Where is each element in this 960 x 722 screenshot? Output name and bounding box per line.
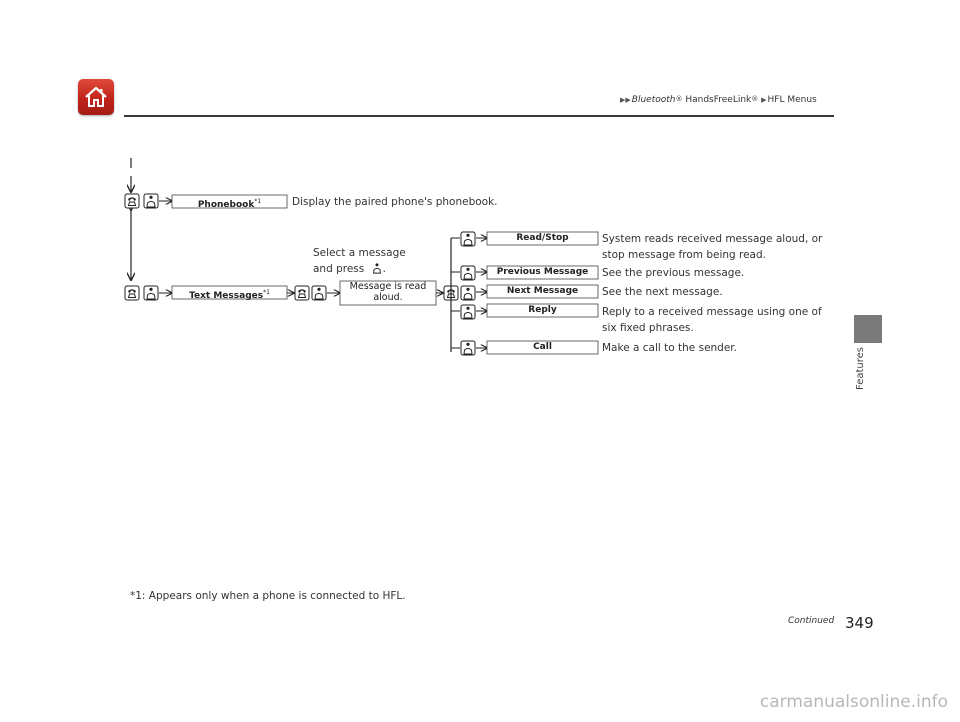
selector-knob-icon [461,266,475,280]
next-message-description: See the next message. [602,286,723,298]
selector-knob-icon [144,194,158,208]
breadcrumb-part-3[interactable]: HFL Menus [767,95,817,105]
text-messages-button[interactable]: Text Messages$^{*1}$ [189,289,270,301]
section-label: Features [855,347,866,390]
previous-message-label[interactable]: Previous Message [496,267,589,277]
phonebook-button[interactable]: Phonebook$^{*1}$ [197,198,262,210]
selector-knob-icon [461,341,475,355]
selector-knob-icon [312,286,326,300]
breadcrumb-arrow-icon: ▶▶ [620,96,631,104]
call-description: Make a call to the sender. [602,342,737,354]
phonebook-description: Display the paired phone's phonebook. [292,196,498,208]
page-number: 349 [845,614,874,632]
phone-icon [125,286,139,300]
call-label[interactable]: Call [533,342,552,352]
previous-message-description: See the previous message. [602,267,745,279]
breadcrumb-arrow-icon: ▶ [761,96,767,104]
next-message-label[interactable]: Next Message [506,286,579,296]
read-stop-label[interactable]: Read/Stop [516,233,569,243]
continued-label: Continued [788,616,835,626]
breadcrumb-part-1[interactable]: Bluetooth [631,95,676,105]
selector-knob-icon [371,262,383,274]
footnote: *1: Appears only when a phone is connected to HFL. [130,590,406,602]
selector-knob-icon [461,305,475,319]
watermark: carmanualsonline.info [759,692,948,712]
phone-icon [295,286,309,300]
reply-label[interactable]: Reply [528,305,557,315]
selector-knob-icon [144,286,158,300]
selector-knob-icon [461,286,475,300]
selector-knob-icon [461,232,475,246]
breadcrumb: ▶▶Bluetooth® HandsFreeLink® ▶HFL Menus [620,95,817,105]
breadcrumb-part-2[interactable]: HandsFreeLink [682,95,752,105]
select-hint: Select a message and press . [313,247,406,275]
phone-icon [125,194,139,208]
read-stop-description: System reads received message aloud, or stop message from being read. [602,233,823,261]
reply-description: Reply to a received message using one of six fixed phrases. [602,306,822,334]
message-read-label: Message is read aloud. [349,281,427,303]
